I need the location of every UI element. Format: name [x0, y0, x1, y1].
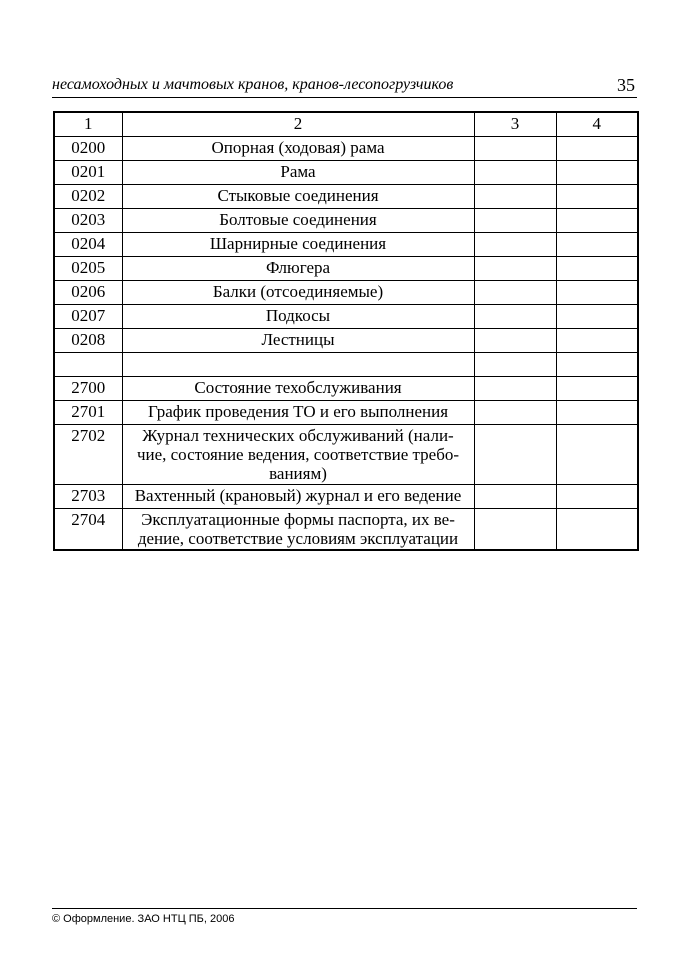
row-col3: [474, 281, 556, 305]
row-col3: [474, 161, 556, 185]
row-col4: [556, 281, 638, 305]
row-col3: [474, 185, 556, 209]
table-row: [54, 425, 638, 485]
row-name-line: чие, состояние ведения, соответствие требо-: [136, 445, 460, 464]
footer-rule: [52, 908, 637, 909]
row-col4: [556, 305, 638, 329]
table-row: [54, 161, 638, 185]
row-name: Флюгера: [122, 257, 474, 281]
row-col4: [556, 509, 638, 551]
row-code: 0203: [54, 209, 122, 233]
running-header: [52, 74, 637, 96]
row-code: 2703: [54, 485, 122, 509]
table-row: [54, 305, 638, 329]
row-name: [122, 509, 474, 551]
row-col3: [474, 329, 556, 353]
column-header-2: 2: [122, 112, 474, 137]
row-col4: [556, 233, 638, 257]
row-name: Опорная (ходовая) рама: [122, 137, 474, 161]
table-row: [54, 485, 638, 509]
row-code: 0207: [54, 305, 122, 329]
column-header-1: 1: [54, 112, 122, 137]
table-header-row: [54, 112, 638, 137]
row-name-line: дение, соответствие условиям эксплуатации: [137, 529, 459, 548]
table-row: [54, 509, 638, 551]
row-col3: [474, 209, 556, 233]
row-col3: [474, 509, 556, 551]
row-col4: [556, 425, 638, 485]
footer-copyright: © Оформление. ЗАО НТЦ ПБ, 2006: [52, 913, 235, 925]
column-header-3: 3: [474, 112, 556, 137]
row-col4: [556, 329, 638, 353]
row-code: 2701: [54, 401, 122, 425]
row-code: 2704: [54, 509, 122, 551]
header-rule: [52, 97, 637, 98]
row-code: 0208: [54, 329, 122, 353]
row-col3: [474, 257, 556, 281]
row-col3: [474, 401, 556, 425]
row-code: 0204: [54, 233, 122, 257]
row-col4: [556, 137, 638, 161]
row-name: Стыковые соединения: [122, 185, 474, 209]
table-row: [54, 281, 638, 305]
row-code: 0201: [54, 161, 122, 185]
row-name: Рама: [122, 161, 474, 185]
table-row: [54, 377, 638, 401]
row-code: 0202: [54, 185, 122, 209]
row-name: График проведения ТО и его выполнения: [122, 401, 474, 425]
row-code: 2702: [54, 425, 122, 485]
row-name-line: ваниям): [269, 464, 327, 483]
row-name-line: Журнал технических обслуживаний (нали-: [142, 426, 454, 445]
table-row: [54, 233, 638, 257]
row-name: [122, 353, 474, 377]
running-header-title: несамоходных и мачтовых кранов, кранов-лесопогрузчиков: [52, 76, 454, 93]
table-row: [54, 257, 638, 281]
row-col3: [474, 353, 556, 377]
row-name: Болтовые соединения: [122, 209, 474, 233]
table-row-blank: [54, 353, 638, 377]
row-name: [122, 425, 474, 485]
row-col4: [556, 185, 638, 209]
row-col4: [556, 485, 638, 509]
row-col4: [556, 257, 638, 281]
row-col3: [474, 137, 556, 161]
row-name: Состояние техобслуживания: [122, 377, 474, 401]
row-col3: [474, 377, 556, 401]
row-col3: [474, 305, 556, 329]
page-number: 35: [617, 75, 635, 95]
table-row: [54, 137, 638, 161]
row-col3: [474, 233, 556, 257]
row-code: 0200: [54, 137, 122, 161]
row-code: 2700: [54, 377, 122, 401]
inspection-table: [53, 111, 639, 551]
row-name: Вахтенный (крановый) журнал и его ведение: [122, 485, 474, 509]
row-code: [54, 353, 122, 377]
row-name-line: Эксплуатационные формы паспорта, их ве-: [141, 510, 455, 529]
row-code: 0205: [54, 257, 122, 281]
row-name: Балки (отсоединяемые): [122, 281, 474, 305]
row-code: 0206: [54, 281, 122, 305]
column-header-4: 4: [556, 112, 638, 137]
row-name: Шарнирные соединения: [122, 233, 474, 257]
row-col4: [556, 353, 638, 377]
row-col4: [556, 377, 638, 401]
table-row: [54, 209, 638, 233]
row-col4: [556, 209, 638, 233]
row-name: Подкосы: [122, 305, 474, 329]
row-col4: [556, 161, 638, 185]
row-col3: [474, 485, 556, 509]
table-row: [54, 401, 638, 425]
row-name: Лестницы: [122, 329, 474, 353]
row-col3: [474, 425, 556, 485]
table-row: [54, 329, 638, 353]
row-col4: [556, 401, 638, 425]
table-row: [54, 185, 638, 209]
